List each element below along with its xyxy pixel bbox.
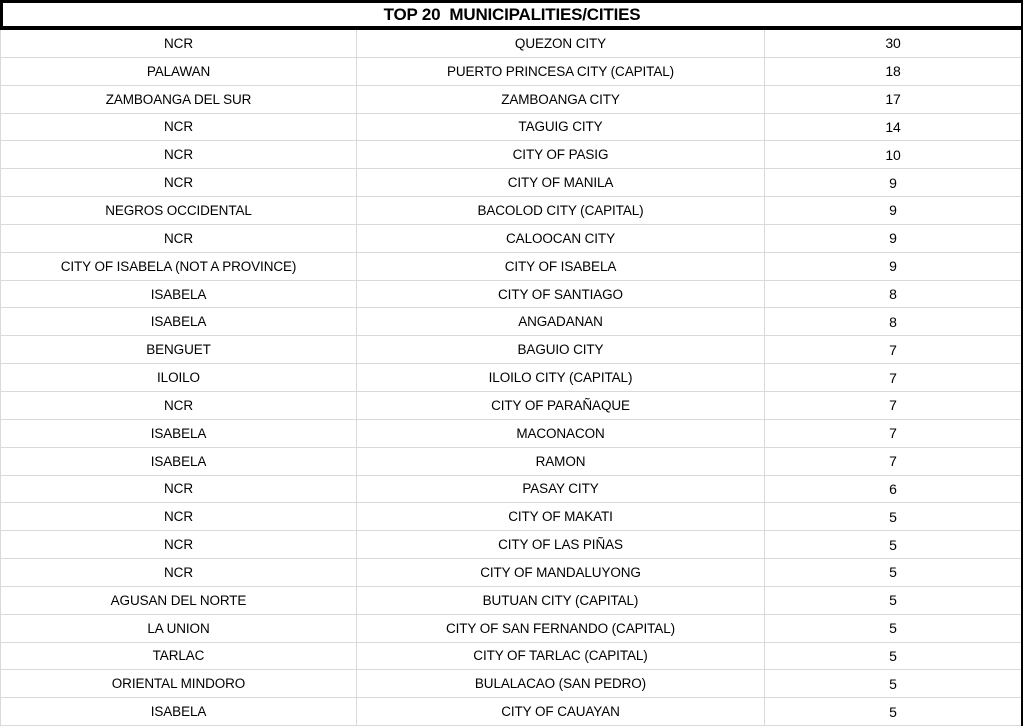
count-cell[interactable]: 7 xyxy=(889,453,897,470)
table-title-cell[interactable]: TOP 20 MUNICIPALITIES/CITIES xyxy=(0,0,1021,30)
table-row xyxy=(0,336,1021,364)
city-cell[interactable]: CITY OF MAKATI xyxy=(357,503,765,530)
province-cell[interactable]: NCR xyxy=(1,476,357,503)
province-cell[interactable]: ISABELA xyxy=(1,281,357,308)
city-cell[interactable]: CITY OF PASIG xyxy=(357,141,765,168)
province-cell[interactable]: TARLAC xyxy=(1,643,357,670)
province-cell[interactable]: ORIENTAL MINDORO xyxy=(1,670,357,697)
province-cell[interactable]: NCR xyxy=(1,503,357,530)
count-cell[interactable]: 7 xyxy=(889,341,897,358)
city-cell[interactable]: PASAY CITY xyxy=(357,476,765,503)
city-cell[interactable]: BUTUAN CITY (CAPITAL) xyxy=(357,587,765,614)
province-cell[interactable]: CITY OF ISABELA (NOT A PROVINCE) xyxy=(1,253,357,280)
count-cell[interactable]: 9 xyxy=(889,202,897,219)
table-row xyxy=(0,448,1021,476)
province-cell[interactable]: ISABELA xyxy=(1,420,357,447)
count-cell[interactable]: 6 xyxy=(889,480,897,497)
count-cell[interactable]: 5 xyxy=(889,703,897,720)
table-row xyxy=(0,197,1021,225)
province-cell[interactable]: NEGROS OCCIDENTAL xyxy=(1,197,357,224)
province-cell[interactable]: ILOILO xyxy=(1,364,357,391)
table-row xyxy=(0,169,1021,197)
count-cell[interactable]: 30 xyxy=(885,35,901,52)
table-row xyxy=(0,615,1021,643)
province-cell[interactable]: BENGUET xyxy=(1,336,357,363)
city-cell[interactable]: CITY OF CAUAYAN xyxy=(357,698,765,725)
province-cell[interactable]: AGUSAN DEL NORTE xyxy=(1,587,357,614)
count-cell[interactable]: 5 xyxy=(889,675,897,692)
table-row xyxy=(0,698,1021,726)
city-cell[interactable]: QUEZON CITY xyxy=(357,30,765,57)
province-cell[interactable]: NCR xyxy=(1,30,357,57)
city-cell[interactable]: CITY OF MANDALUYONG xyxy=(357,559,765,586)
table-row xyxy=(0,86,1021,114)
count-cell[interactable]: 9 xyxy=(889,174,897,191)
table-row xyxy=(0,531,1021,559)
count-cell[interactable]: 9 xyxy=(889,258,897,275)
count-cell[interactable]: 9 xyxy=(889,230,897,247)
count-cell[interactable]: 5 xyxy=(889,564,897,581)
count-cell[interactable]: 7 xyxy=(889,397,897,414)
city-cell[interactable]: CITY OF TARLAC (CAPITAL) xyxy=(357,643,765,670)
city-cell[interactable]: CITY OF ISABELA xyxy=(357,253,765,280)
city-cell[interactable]: BACOLOD CITY (CAPITAL) xyxy=(357,197,765,224)
table-row xyxy=(0,114,1021,142)
city-cell[interactable]: TAGUIG CITY xyxy=(357,114,765,141)
table-row xyxy=(0,392,1021,420)
city-cell[interactable]: MACONACON xyxy=(357,420,765,447)
count-cell[interactable]: 7 xyxy=(889,425,897,442)
table-row xyxy=(0,141,1021,169)
count-cell[interactable]: 5 xyxy=(889,592,897,609)
city-cell[interactable]: CALOOCAN CITY xyxy=(357,225,765,252)
city-cell[interactable]: ANGADANAN xyxy=(357,308,765,335)
count-cell[interactable]: 5 xyxy=(889,647,897,664)
city-cell[interactable]: RAMON xyxy=(357,448,765,475)
city-cell[interactable]: PUERTO PRINCESA CITY (CAPITAL) xyxy=(357,58,765,85)
count-cell[interactable]: 8 xyxy=(889,286,897,303)
province-cell[interactable]: ISABELA xyxy=(1,698,357,725)
count-cell[interactable]: 5 xyxy=(889,536,897,553)
city-cell[interactable]: BAGUIO CITY xyxy=(357,336,765,363)
table-row xyxy=(0,253,1021,281)
count-cell[interactable]: 17 xyxy=(885,91,901,108)
table-row xyxy=(0,281,1021,309)
count-cell[interactable]: 7 xyxy=(889,369,897,386)
table-row xyxy=(0,225,1021,253)
table-row xyxy=(0,670,1021,698)
table-row xyxy=(0,30,1021,58)
city-cell[interactable]: ZAMBOANGA CITY xyxy=(357,86,765,113)
table-row xyxy=(0,308,1021,336)
city-cell[interactable]: CITY OF LAS PIÑAS xyxy=(357,531,765,558)
city-cell[interactable]: BULALACAO (SAN PEDRO) xyxy=(357,670,765,697)
province-cell[interactable]: NCR xyxy=(1,114,357,141)
province-cell[interactable]: NCR xyxy=(1,531,357,558)
table-row xyxy=(0,503,1021,531)
city-cell[interactable]: CITY OF PARAÑAQUE xyxy=(357,392,765,419)
table-body xyxy=(0,30,1021,726)
count-cell[interactable]: 10 xyxy=(885,146,901,163)
table-row xyxy=(0,476,1021,504)
province-cell[interactable]: ISABELA xyxy=(1,308,357,335)
table-row xyxy=(0,420,1021,448)
table-row xyxy=(0,587,1021,615)
count-cell[interactable]: 18 xyxy=(885,63,901,80)
province-cell[interactable]: NCR xyxy=(1,225,357,252)
count-cell[interactable]: 8 xyxy=(889,313,897,330)
province-cell[interactable]: NCR xyxy=(1,559,357,586)
province-cell[interactable]: PALAWAN xyxy=(1,58,357,85)
city-cell[interactable]: CITY OF SANTIAGO xyxy=(357,281,765,308)
province-cell[interactable]: NCR xyxy=(1,141,357,168)
province-cell[interactable]: ZAMBOANGA DEL SUR xyxy=(1,86,357,113)
province-cell[interactable]: NCR xyxy=(1,169,357,196)
count-cell[interactable]: 5 xyxy=(889,620,897,637)
city-cell[interactable]: CITY OF SAN FERNANDO (CAPITAL) xyxy=(357,615,765,642)
city-cell[interactable]: CITY OF MANILA xyxy=(357,169,765,196)
province-cell[interactable]: LA UNION xyxy=(1,615,357,642)
province-cell[interactable]: NCR xyxy=(1,392,357,419)
table-row xyxy=(0,643,1021,671)
count-cell[interactable]: 14 xyxy=(885,118,901,135)
table-row xyxy=(0,559,1021,587)
count-cell[interactable]: 5 xyxy=(889,508,897,525)
table-row xyxy=(0,58,1021,86)
table-row xyxy=(0,364,1021,392)
province-cell[interactable]: ISABELA xyxy=(1,448,357,475)
city-cell[interactable]: ILOILO CITY (CAPITAL) xyxy=(357,364,765,391)
